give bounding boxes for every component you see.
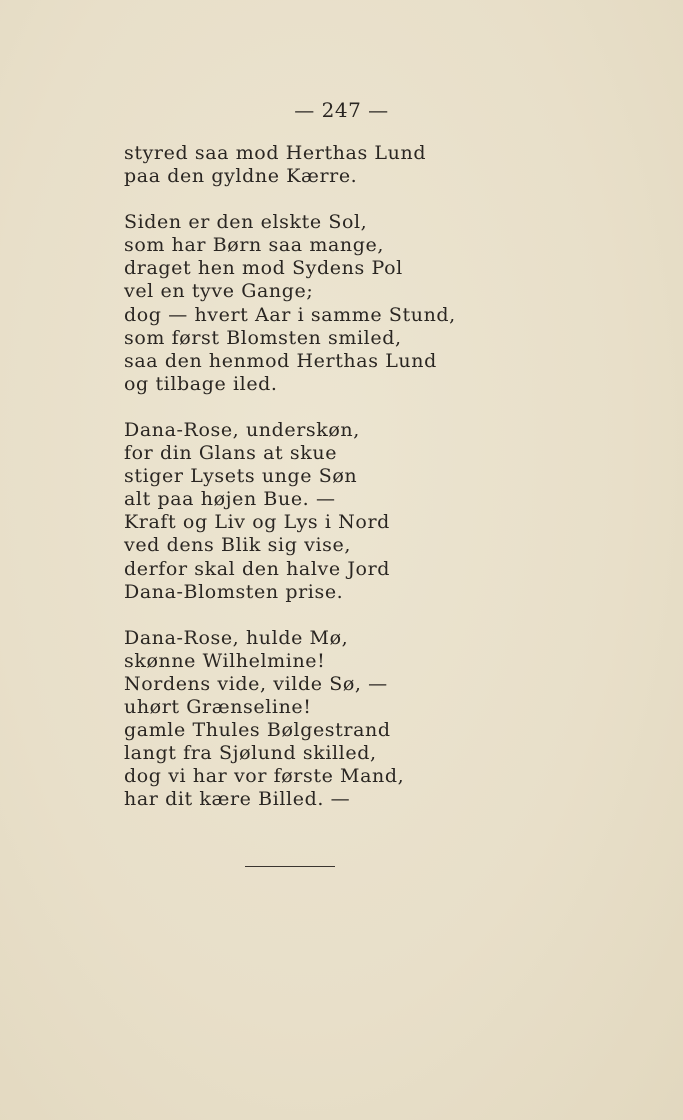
poem-line: alt paa højen Bue. — — [124, 488, 336, 511]
poem-line: Dana-Blomsten prise. — [124, 580, 344, 603]
poem-line: ved dens Blik sig vise, — [124, 534, 351, 557]
poem-line: Dana-Rose, underskøn, — [124, 418, 360, 441]
poem-line: uhørt Grænseline! — [124, 695, 312, 718]
stanza-2 — [124, 211, 664, 396]
end-rule — [245, 866, 335, 867]
poem-line: derfor skal den halve Jord — [124, 557, 391, 580]
poem-line: Siden er den elskte Sol, — [124, 211, 368, 234]
stanza-3 — [124, 419, 664, 604]
poem-line: stiger Lysets unge Søn — [124, 465, 358, 488]
stanza-4 — [124, 627, 664, 812]
poem-line: som først Blomsten smiled, — [124, 326, 402, 349]
poem-line: og tilbage iled. — [124, 372, 278, 395]
poem-line: vel en tyve Gange; — [124, 280, 314, 303]
poem-line: Nordens vide, vilde Sø, — — [124, 672, 388, 695]
poem-line: styred saa mod Herthas Lund — [124, 142, 427, 164]
stanza-1 — [124, 142, 664, 188]
poem-line: Kraft og Liv og Lys i Nord — [124, 511, 390, 534]
poem-line: langt fra Sjølund skilled, — [124, 742, 377, 765]
poem-line: saa den henmod Herthas Lund — [124, 349, 437, 372]
poem-line: som har Børn saa mange, — [124, 234, 384, 257]
poem-line: paa den gyldne Kærre. — [124, 165, 358, 188]
poem — [124, 142, 664, 834]
poem-line: skønne Wilhelmine! — [124, 649, 326, 672]
poem-line: gamle Thules Bølgestrand — [124, 719, 391, 742]
page-number: — 247 — — [294, 98, 389, 122]
poem-line: har dit kære Billed. — — [124, 788, 351, 811]
poem-line: for din Glans at skue — [124, 442, 338, 465]
poem-line: Dana-Rose, hulde Mø, — [124, 626, 349, 649]
poem-line: draget hen mod Sydens Pol — [124, 257, 403, 280]
poem-line: dog — hvert Aar i samme Stund, — [124, 303, 456, 326]
poem-line: dog vi har vor første Mand, — [124, 765, 405, 788]
